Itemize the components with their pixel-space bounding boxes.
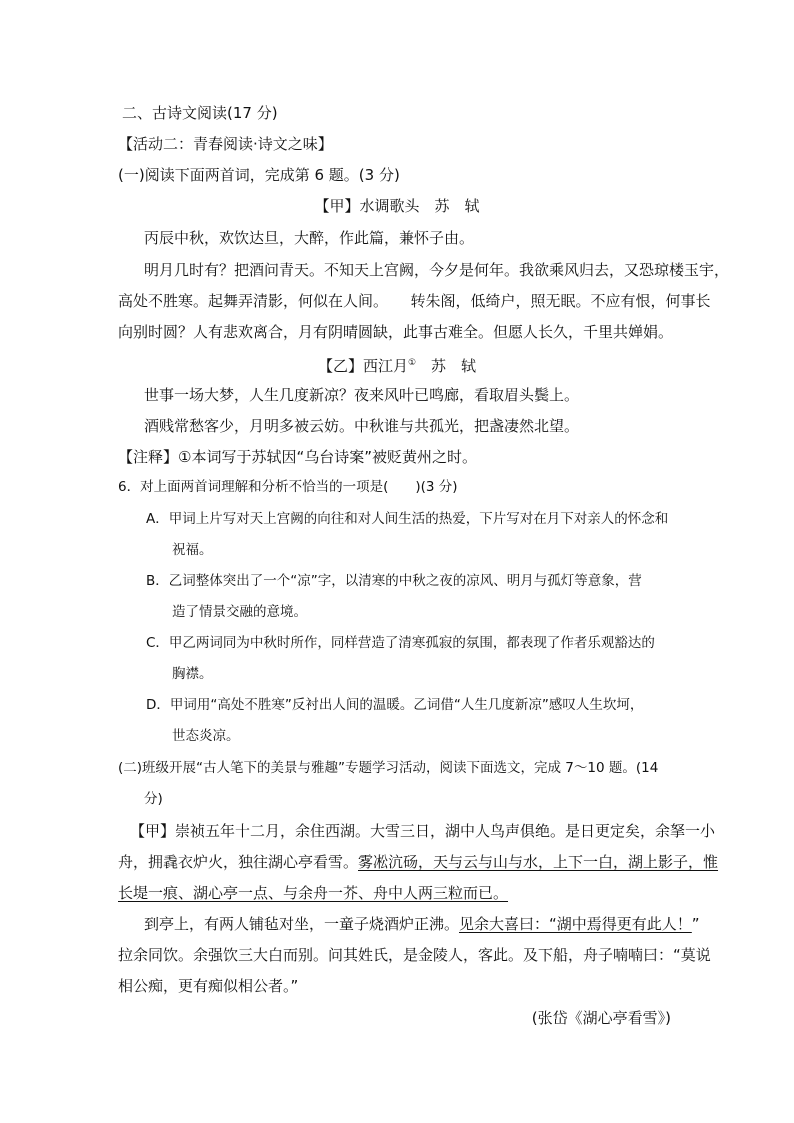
passage-line <box>118 852 718 872</box>
activity-heading: 【活动二：青春阅读·诗文之味】 <box>118 135 333 153</box>
poem-a-preface: 丙辰中秋，欢饮达旦，大醉，作此篇，兼怀子由。 <box>144 229 475 247</box>
poem-b-author: 苏 轼 <box>416 357 477 375</box>
passage-text: 舟，拥毳衣炉火，独往湖心亭看雪。 <box>118 853 359 871</box>
option-a-cont: 祝福。 <box>172 542 213 558</box>
part1-instruction: (一)阅读下面两首词，完成第 6 题。(3 分) <box>118 166 400 184</box>
underlined-sentence: 见余大喜曰：“湖中焉得更有此人！ <box>459 915 692 933</box>
passage-text: 到亭上，有两人铺毡对坐，一童子烧酒炉正沸。 <box>144 915 460 933</box>
section-heading: 二、古诗文阅读(17 分) <box>122 104 278 122</box>
passage-line <box>144 914 700 934</box>
passage-line: 拉余同饮。余强饮三大白而别。问其姓氏，是金陵人，客此。及下船，舟子喃喃曰：“莫说 <box>118 946 711 964</box>
poem-b-line: 世事一场大梦，人生几度新凉？夜来风叶已鸣廊，看取眉头鬓上。 <box>144 386 580 404</box>
option-b: B．乙词整体突出了一个“凉”字，以清寒的中秋之夜的凉风、明月与孤灯等意象，营 <box>146 573 642 589</box>
poem-b-title-text: 【乙】西江月 <box>317 357 408 375</box>
question-6-stem: 6．对上面两首词理解和分析不恰当的一项是( )(3 分) <box>118 479 458 495</box>
option-d-cont: 世态炎凉。 <box>172 728 240 744</box>
footnote-marker: ① <box>407 358 417 368</box>
passage-line: 【甲】崇祯五年十二月，余住西湖。大雪三日，湖中人鸟声俱绝。是日更定矣，余拏一小 <box>130 822 716 840</box>
underlined-sentence-cont: 长堤一痕、湖心亭一点、与余舟一芥、舟中人两三粒而已。 <box>118 884 509 902</box>
option-d: D．甲词用“高处不胜寒”反衬出人间的温暖。乙词借“人生几度新凉”感叹人生坎坷， <box>146 697 644 713</box>
poem-b-line: 酒贱常愁客少，月明多被云妨。中秋谁与共孤光，把盏凄然北望。 <box>144 417 580 435</box>
poem-note: 【注释】①本词写于苏轼因“乌台诗案”被贬黄州之时。 <box>118 448 477 466</box>
poem-a-line: 向别时圆？人有悲欢离合，月有阴晴圆缺，此事古难全。但愿人长久，千里共婵娟。 <box>118 323 674 341</box>
poem-a-line: 高处不胜寒。起舞弄清影，何似在人间。 转朱阁，低绮户，照无眠。不应有恨，何事长 <box>118 292 711 310</box>
option-a: A．甲词上片写对天上宫阙的向往和对人间生活的热爱，下片写对在月下对亲人的怀念和 <box>146 511 669 527</box>
part2-instruction: (二)班级开展“古人笔下的美景与雅趣”专题学习活动，阅读下面选文，完成 7～10 题。(14 <box>118 760 659 776</box>
passage-text: ” <box>691 915 700 933</box>
passage-line: 相公痴，更有痴似相公者。” <box>118 977 299 995</box>
option-c: C．甲乙两词同为中秋时所作，同样营造了清寒孤寂的氛围，都表现了作者乐观豁达的 <box>146 635 655 651</box>
option-b-cont: 造了情景交融的意境。 <box>172 604 307 620</box>
poem-a-line: 明月几时有？把酒问青天。不知天上宫阙，今夕是何年。我欲乘风归去，又恐琼楼玉宇， <box>144 261 730 279</box>
poem-a-title: 【甲】水调歌头 苏 轼 <box>314 197 480 215</box>
option-c-cont: 胸襟。 <box>172 666 213 682</box>
passage-source: (张岱《湖心亭看雪》) <box>531 1009 671 1027</box>
poem-b-title <box>0 353 794 376</box>
part2-instruction-cont: 分) <box>144 791 163 807</box>
underlined-sentence: 雾凇沆砀，天与云与山与水，上下一白，湖上影子，惟 <box>358 853 719 871</box>
